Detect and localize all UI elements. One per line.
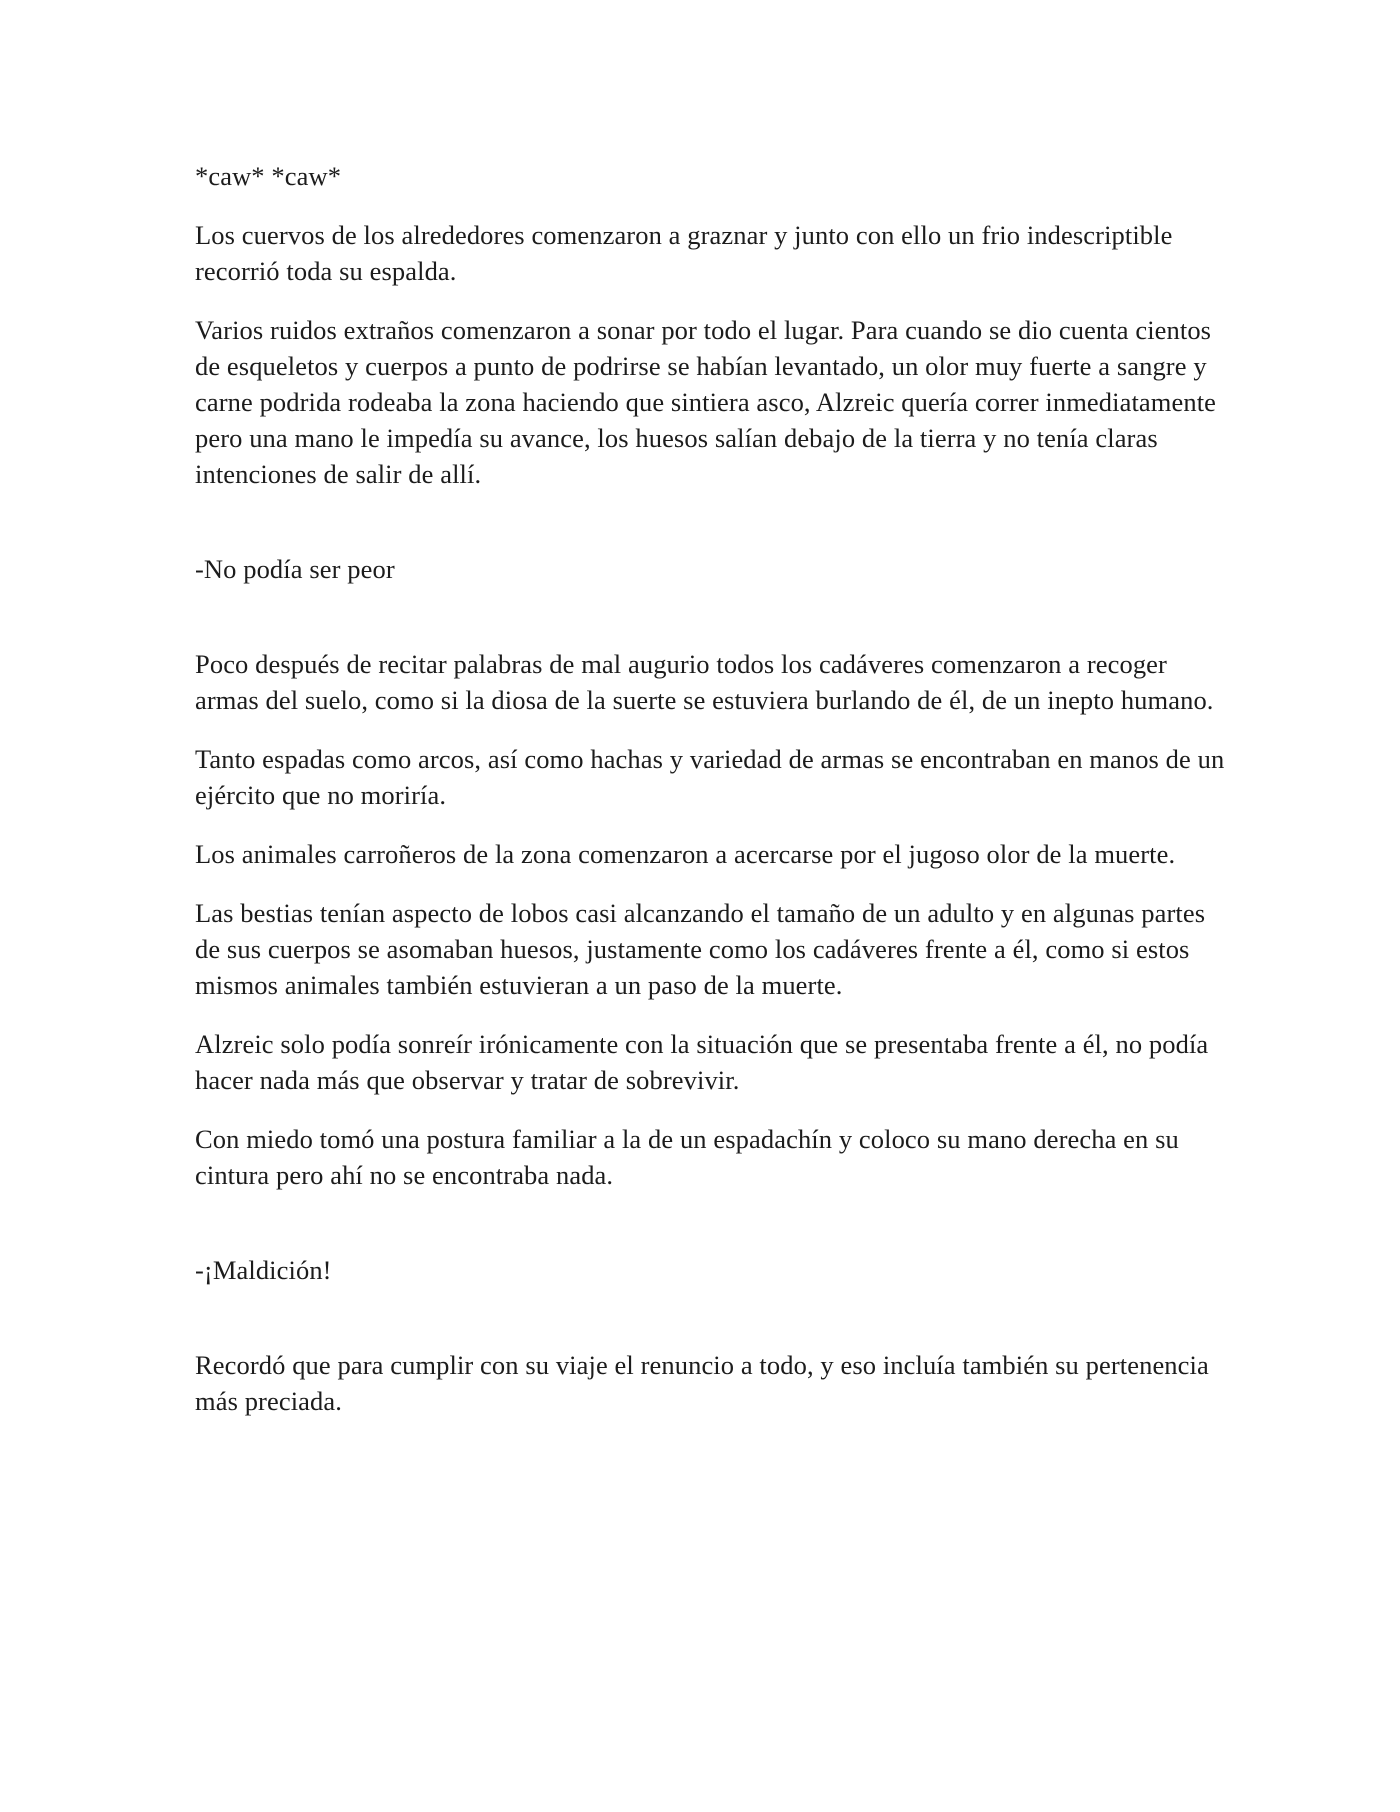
paragraph-scavengers: Los animales carroñeros de la zona comenzaron a acercarse por el jugoso olor de la muerte. xyxy=(195,839,1176,869)
paragraph-stance: Con miedo tomó una postura familiar a la de un espadachín y coloco su mano derecha en su cintura pero ahí no se encontraba nada. xyxy=(195,1124,1179,1190)
paragraph-weapons: Tanto espadas como arcos, así como hachas y variedad de armas se encontraban en manos de un ejército que no moriría. xyxy=(195,744,1225,810)
paragraph-renounced: Recordó que para cumplir con su viaje el renuncio a todo, y eso incluía también su pertenencia más preciada. xyxy=(195,1350,1209,1416)
document-body xyxy=(195,158,1235,1442)
paragraph-smile: Alzreic solo podía sonreír irónicamente con la situación que se presentaba frente a él, no podía hacer nada más que observar y tratar de sobrevivir. xyxy=(195,1029,1209,1095)
paragraph-bad-omen: Poco después de recitar palabras de mal augurio todos los cadáveres comenzaron a recoger armas del suelo, como si la diosa de la suerte se estuviera burlando de él, de un inepto humano. xyxy=(195,649,1214,715)
dialogue-no-podia-ser-peor: -No podía ser peor xyxy=(195,554,395,584)
dialogue-maldicion: -¡Maldición! xyxy=(195,1255,332,1285)
paragraph-crows: Los cuervos de los alrededores comenzaron a graznar y junto con ello un frio indescriptible recorrió toda su espalda. xyxy=(195,220,1173,286)
paragraph-beasts: Las bestias tenían aspecto de lobos casi alcanzando el tamaño de un adulto y en algunas partes de sus cuerpos se asomaban huesos, justamente como los cadáveres frente a él, como si estos mismos animales también estuvieran a un paso de la muerte. xyxy=(195,898,1206,1000)
paragraph-noises: Varios ruidos extraños comenzaron a sonar por todo el lugar. Para cuando se dio cuenta cientos de esqueletos y cuerpos a punto de podrirse se habían levantado, un olor muy fuerte a sangre y carne podrida rodeaba la zona haciendo que sintiera asco, Alzreic quería correr inmediatamente pero una mano le impedía su avance, los huesos salían debajo de la tierra y no tenía claras intenciones de salir de allí. xyxy=(195,315,1217,489)
paragraph-caw: *caw* *caw* xyxy=(195,161,342,191)
